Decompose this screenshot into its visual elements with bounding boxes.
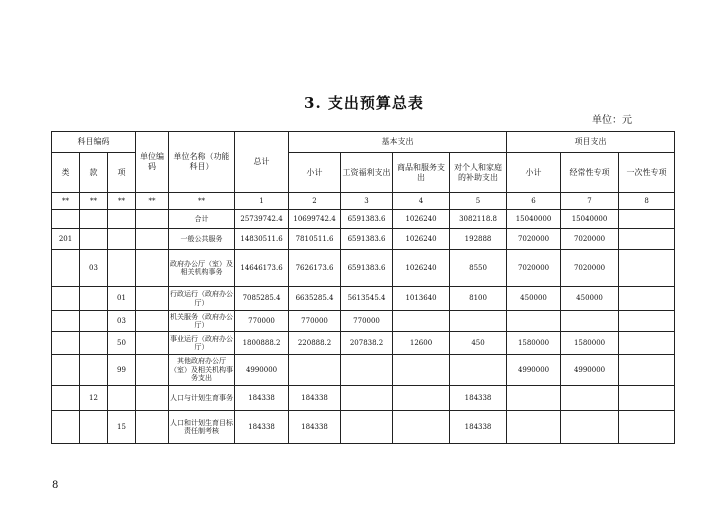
xiang-cell: 99 xyxy=(108,355,136,386)
recurring-cell xyxy=(561,411,619,444)
one-time-cell xyxy=(619,311,675,332)
table-row xyxy=(52,386,675,411)
goods-cell: 1026240 xyxy=(393,229,450,250)
lei-cell xyxy=(52,210,80,229)
recurring-cell: 15040000 xyxy=(561,210,619,229)
one-time-cell xyxy=(619,411,675,444)
unit-code-cell xyxy=(136,311,169,332)
table-row xyxy=(52,332,675,355)
project-subtotal-cell: 7020000 xyxy=(507,250,561,287)
unit-code-cell xyxy=(136,386,169,411)
index-cell: 2 xyxy=(289,193,341,210)
index-cell: ** xyxy=(136,193,169,210)
index-cell: 1 xyxy=(235,193,289,210)
basic-subtotal-cell xyxy=(289,355,341,386)
unit-code-cell xyxy=(136,411,169,444)
lei-cell xyxy=(52,311,80,332)
xiang-cell: 01 xyxy=(108,287,136,311)
header-recurring: 经常性专项 xyxy=(561,153,619,193)
unit-name-cell: 政府办公厅（室）及相关机构事务 xyxy=(169,250,235,287)
kuan-cell: 03 xyxy=(80,250,108,287)
lei-cell xyxy=(52,411,80,444)
unit-name-cell: 人口与计划生育事务 xyxy=(169,386,235,411)
kuan-cell xyxy=(80,229,108,250)
xiang-cell xyxy=(108,229,136,250)
header-basic-subtotal: 小计 xyxy=(289,153,341,193)
xiang-cell: 50 xyxy=(108,332,136,355)
unit-code-cell xyxy=(136,229,169,250)
unit-name-cell: 事业运行（政府办公厅） xyxy=(169,332,235,355)
table-row xyxy=(52,355,675,386)
lei-cell xyxy=(52,386,80,411)
wages-cell: 207838.2 xyxy=(341,332,393,355)
goods-cell: 1026240 xyxy=(393,210,450,229)
header-subject-code: 科目编码 xyxy=(52,132,136,153)
basic-subtotal-cell: 6635285.4 xyxy=(289,287,341,311)
unit-code-cell xyxy=(136,210,169,229)
project-subtotal-cell xyxy=(507,311,561,332)
one-time-cell xyxy=(619,229,675,250)
header-goods-services: 商品和服务支出 xyxy=(393,153,450,193)
wages-cell xyxy=(341,355,393,386)
goods-cell xyxy=(393,386,450,411)
one-time-cell xyxy=(619,355,675,386)
goods-cell: 1026240 xyxy=(393,250,450,287)
subsidy-cell: 184338 xyxy=(450,386,507,411)
basic-subtotal-cell: 184338 xyxy=(289,411,341,444)
basic-subtotal-cell: 10699742.4 xyxy=(289,210,341,229)
wages-cell xyxy=(341,386,393,411)
recurring-cell xyxy=(561,386,619,411)
subsidy-cell: 8100 xyxy=(450,287,507,311)
kuan-cell xyxy=(80,311,108,332)
goods-cell: 12600 xyxy=(393,332,450,355)
lei-cell: 201 xyxy=(52,229,80,250)
goods-cell xyxy=(393,311,450,332)
goods-cell: 1013640 xyxy=(393,287,450,311)
kuan-cell xyxy=(80,287,108,311)
header-basic-expenditure: 基本支出 xyxy=(289,132,507,153)
unit-name-cell: 机关服务（政府办公厅） xyxy=(169,311,235,332)
column-index-row xyxy=(52,193,675,210)
total-cell: 770000 xyxy=(235,311,289,332)
lei-cell xyxy=(52,355,80,386)
table-row xyxy=(52,411,675,444)
subsidy-cell: 192888 xyxy=(450,229,507,250)
recurring-cell: 7020000 xyxy=(561,229,619,250)
total-cell: 4990000 xyxy=(235,355,289,386)
subsidy-cell: 8550 xyxy=(450,250,507,287)
project-subtotal-cell: 7020000 xyxy=(507,229,561,250)
xiang-cell xyxy=(108,386,136,411)
kuan-cell: 12 xyxy=(80,386,108,411)
index-cell: ** xyxy=(80,193,108,210)
header-kuan: 款 xyxy=(80,153,108,193)
total-cell: 14830511.6 xyxy=(235,229,289,250)
header-wages: 工资福利支出 xyxy=(341,153,393,193)
unit-name-cell: 其他政府办公厅（室）及相关机构事务支出 xyxy=(169,355,235,386)
xiang-cell: 03 xyxy=(108,311,136,332)
subsidy-cell: 450 xyxy=(450,332,507,355)
wages-cell: 6591383.6 xyxy=(341,229,393,250)
header-unit-name: 单位名称（功能科目） xyxy=(169,132,235,193)
unit-code-cell xyxy=(136,287,169,311)
index-cell: 3 xyxy=(341,193,393,210)
project-subtotal-cell xyxy=(507,386,561,411)
unit-name-cell: 行政运行（政府办公厅） xyxy=(169,287,235,311)
total-cell: 25739742.4 xyxy=(235,210,289,229)
wages-cell xyxy=(341,411,393,444)
recurring-cell: 450000 xyxy=(561,287,619,311)
one-time-cell xyxy=(619,386,675,411)
wages-cell: 6591383.6 xyxy=(341,250,393,287)
basic-subtotal-cell: 770000 xyxy=(289,311,341,332)
index-cell: ** xyxy=(52,193,80,210)
one-time-cell xyxy=(619,210,675,229)
index-cell: 5 xyxy=(450,193,507,210)
header-xiang: 项 xyxy=(108,153,136,193)
unit-code-cell xyxy=(136,355,169,386)
basic-subtotal-cell: 220888.2 xyxy=(289,332,341,355)
subsidy-cell xyxy=(450,311,507,332)
project-subtotal-cell xyxy=(507,411,561,444)
table-row xyxy=(52,311,675,332)
index-cell: ** xyxy=(108,193,136,210)
wages-cell: 770000 xyxy=(341,311,393,332)
recurring-cell: 4990000 xyxy=(561,355,619,386)
subsidy-cell xyxy=(450,355,507,386)
index-cell: 4 xyxy=(393,193,450,210)
subsidy-cell: 184338 xyxy=(450,411,507,444)
subsidy-cell: 3082118.8 xyxy=(450,210,507,229)
total-cell: 1800888.2 xyxy=(235,332,289,355)
lei-cell xyxy=(52,250,80,287)
header-one-time: 一次性专项 xyxy=(619,153,675,193)
xiang-cell xyxy=(108,250,136,287)
index-cell: 6 xyxy=(507,193,561,210)
total-cell: 14646173.6 xyxy=(235,250,289,287)
header-total: 总计 xyxy=(235,132,289,193)
recurring-cell xyxy=(561,311,619,332)
one-time-cell xyxy=(619,332,675,355)
kuan-cell xyxy=(80,332,108,355)
index-cell: 8 xyxy=(619,193,675,210)
unit-name-cell: 合计 xyxy=(169,210,235,229)
header-unit-code: 单位编码 xyxy=(136,132,169,193)
basic-subtotal-cell: 7810511.6 xyxy=(289,229,341,250)
expenditure-budget-table xyxy=(51,131,675,444)
project-subtotal-cell: 4990000 xyxy=(507,355,561,386)
unit-code-cell xyxy=(136,250,169,287)
total-cell: 7085285.4 xyxy=(235,287,289,311)
recurring-cell: 7020000 xyxy=(561,250,619,287)
unit-name-cell: 一般公共服务 xyxy=(169,229,235,250)
index-cell: 7 xyxy=(561,193,619,210)
one-time-cell xyxy=(619,250,675,287)
basic-subtotal-cell: 7626173.6 xyxy=(289,250,341,287)
unit-name-cell: 人口和计划生育目标责任制考核 xyxy=(169,411,235,444)
recurring-cell: 1580000 xyxy=(561,332,619,355)
page-number: 8 xyxy=(52,480,59,491)
index-cell: ** xyxy=(169,193,235,210)
total-cell: 184338 xyxy=(235,386,289,411)
kuan-cell xyxy=(80,411,108,444)
kuan-cell xyxy=(80,355,108,386)
header-project-expenditure: 项目支出 xyxy=(507,132,675,153)
table-row xyxy=(52,229,675,250)
header-subsidies: 对个人和家庭的补助支出 xyxy=(450,153,507,193)
project-subtotal-cell: 450000 xyxy=(507,287,561,311)
header-lei: 类 xyxy=(52,153,80,193)
project-subtotal-cell: 15040000 xyxy=(507,210,561,229)
lei-cell xyxy=(52,287,80,311)
total-cell: 184338 xyxy=(235,411,289,444)
document-title: 3. 支出预算总表 xyxy=(304,94,424,112)
xiang-cell xyxy=(108,210,136,229)
goods-cell xyxy=(393,411,450,444)
unit-label: 单位：元 xyxy=(592,115,632,126)
one-time-cell xyxy=(619,287,675,311)
wages-cell: 6591383.6 xyxy=(341,210,393,229)
goods-cell xyxy=(393,355,450,386)
header-project-subtotal: 小计 xyxy=(507,153,561,193)
table-row xyxy=(52,287,675,311)
lei-cell xyxy=(52,332,80,355)
table-row xyxy=(52,210,675,229)
table-row xyxy=(52,250,675,287)
unit-code-cell xyxy=(136,332,169,355)
basic-subtotal-cell: 184338 xyxy=(289,386,341,411)
kuan-cell xyxy=(80,210,108,229)
wages-cell: 5613545.4 xyxy=(341,287,393,311)
xiang-cell: 15 xyxy=(108,411,136,444)
project-subtotal-cell: 1580000 xyxy=(507,332,561,355)
